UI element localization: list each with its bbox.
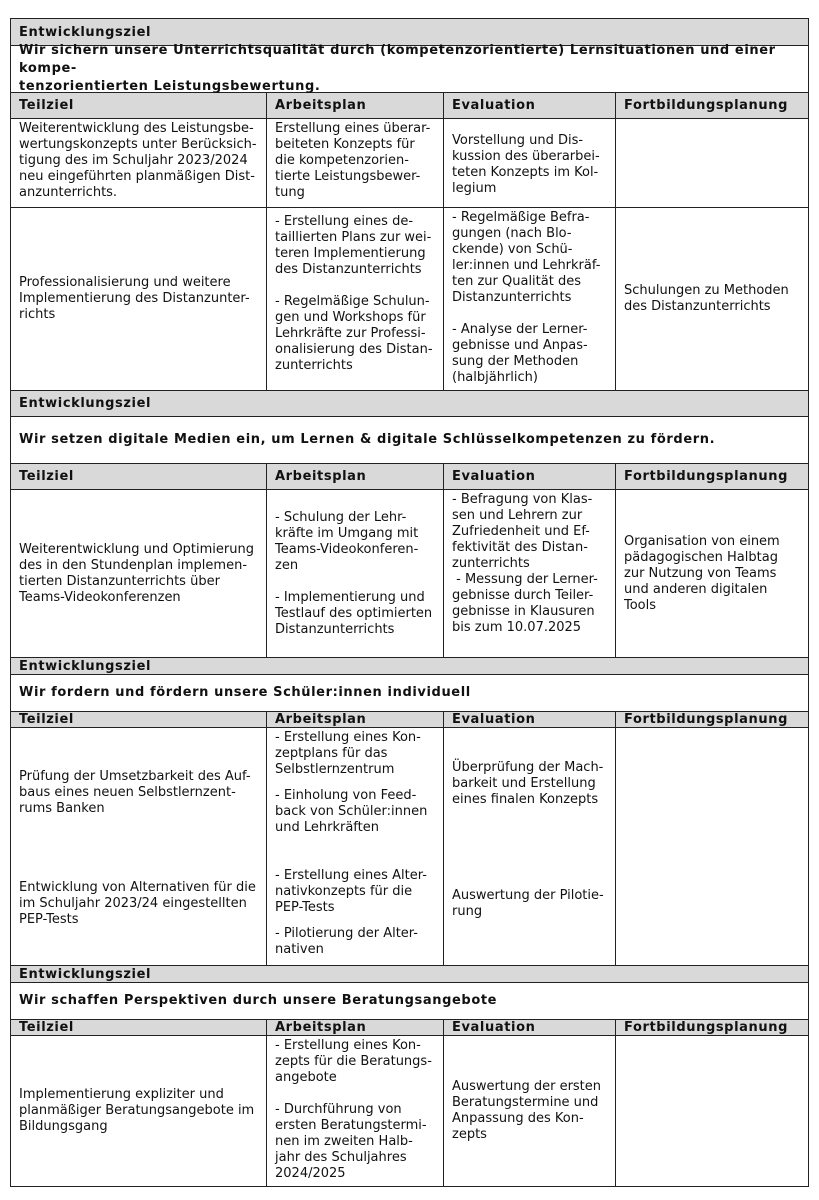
- cell-line: Implementierung des Distanzunter-: [19, 291, 250, 306]
- goal-label: Entwicklungsziel: [11, 19, 808, 46]
- cell-line: tigung des im Schuljahr 2023/2024: [19, 153, 248, 168]
- cell-line: zeptplans für das: [275, 746, 388, 761]
- table-row: [11, 490, 808, 657]
- cell-line: zen: [275, 557, 299, 573]
- cell-line: rums Banken: [19, 801, 105, 816]
- cell-line: kussion des überarbei-: [452, 149, 600, 164]
- cell-line: PEP-Tests: [275, 900, 335, 915]
- cell-line: zur Nutzung von Teams: [624, 565, 777, 581]
- cell-line: beiteten Konzepts für: [275, 137, 415, 152]
- cell-line: Erstellung eines überar-: [275, 121, 431, 136]
- cell-line: des Distanzunterrichts: [624, 299, 771, 314]
- evaluation-cell: [444, 1036, 616, 1186]
- cell-line: bis zum 10.07.2025: [452, 620, 582, 635]
- evaluation-cell: [444, 490, 616, 657]
- cell-line: onalisierung des Distan-: [275, 342, 433, 357]
- column-header-fortbildungsplanung: Fortbildungsplanung: [624, 1020, 788, 1035]
- cell-line: Auswertung der ersten: [452, 1079, 602, 1094]
- column-header-arbeitsplan: Arbeitsplan: [267, 464, 444, 489]
- cell-line: tierten Distanzunterrichts über: [19, 573, 220, 589]
- cell-line: Entwicklung von Alternativen für die: [19, 880, 256, 895]
- cell-line: Teams-Videokonferenzen: [19, 589, 181, 605]
- column-header-row: [11, 1020, 808, 1036]
- cell-line: fektivität des Distan-: [452, 540, 588, 555]
- cell-line: im Schuljahr 2023/24 eingestellten: [19, 896, 247, 911]
- cell-line: Anpassung des Kon-: [452, 1111, 584, 1126]
- development-goals-document: [10, 18, 809, 1187]
- column-header-teilziel: Teilziel: [11, 1020, 267, 1035]
- arbeitsplan-item: [275, 868, 435, 916]
- cell-line: - Einholung von Feed-: [275, 788, 417, 803]
- evaluation-item: [452, 322, 607, 386]
- cell-line: 2024/2025: [275, 1166, 346, 1181]
- cell-line: Distanzunterrichts: [452, 290, 572, 305]
- cell-line: Beratungstermine und: [452, 1095, 599, 1110]
- cell-line: tung: [275, 185, 305, 200]
- column-header-evaluation: Evaluation: [444, 1020, 616, 1035]
- cell-line: - Erstellung eines Kon-: [275, 1038, 421, 1053]
- arbeitsplan-item: [275, 788, 435, 836]
- goal-statement-line: tenzorientierten Leistungsbewertung.: [19, 79, 321, 94]
- column-header-fortbildungsplanung: Fortbildungsplanung: [624, 98, 788, 113]
- cell-line: Weiterentwicklung des Leistungsbe-: [19, 121, 254, 136]
- fortbildung-cell: [616, 1036, 808, 1186]
- goal-label: Entwicklungsziel: [11, 391, 808, 417]
- column-header-evaluation: Evaluation: [444, 464, 616, 489]
- cell-line: neu eingeführten planmäßigen Dist-: [19, 169, 255, 184]
- goal-statement: Wir setzen digitale Medien ein, um Lernen & digitale Schlüsselkompetenzen zu fördern.: [11, 417, 808, 464]
- cell-line: - Analyse der Lerner-: [452, 322, 588, 337]
- teilziel-cell: [11, 728, 267, 965]
- cell-line: sen und Lehrern zur: [452, 508, 583, 523]
- cell-line: - Erstellung eines Kon-: [275, 730, 421, 745]
- column-header-fortbildungsplanung: Fortbildungsplanung: [624, 469, 788, 484]
- table-row: [11, 208, 808, 390]
- fortbildung-cell: [616, 119, 808, 207]
- cell-line: ckende) von Schü-: [452, 242, 573, 257]
- cell-line: nativkonzepts für die: [275, 884, 413, 899]
- cell-line: - Implementierung und: [275, 589, 425, 605]
- cell-line: - Regelmäßige Befra-: [452, 210, 590, 225]
- goal-section-3: [10, 657, 809, 965]
- cell-line: eines finalen Konzepts: [452, 792, 599, 807]
- arbeitsplan-item: [275, 294, 435, 374]
- goal-statement-line: Wir sichern unsere Unterrichtsqualität durch (kompetenzorientierte) Lernsituationen und einer kompe-: [19, 43, 776, 76]
- cell-line: zepts: [452, 1127, 487, 1142]
- column-header-row: [11, 712, 808, 728]
- goal-section-4: [10, 965, 809, 1187]
- column-header-teilziel: Teilziel: [11, 93, 267, 118]
- cell-line: - Messung der Lerner-: [452, 572, 598, 587]
- cell-line: kräfte im Umgang mit: [275, 525, 419, 541]
- cell-line: baus eines neuen Selbstlernzent-: [19, 785, 236, 800]
- cell-line: wertungskonzepts unter Berücksich-: [19, 137, 257, 152]
- goal-statement: [11, 43, 808, 94]
- column-header-row: [11, 464, 808, 490]
- teilziel-item: [19, 769, 258, 817]
- cell-line: die kompetenzorien-: [275, 153, 409, 168]
- goal-section-1: [10, 18, 809, 390]
- cell-line: gungen (nach Blo-: [452, 226, 572, 241]
- cell-line: (halbjährlich): [452, 370, 538, 385]
- teilziel-cell: [11, 208, 267, 390]
- cell-line: Implementierung expliziter und: [19, 1087, 224, 1102]
- cell-line: Testlauf des optimierten: [275, 605, 433, 621]
- cell-line: Teams-Videokonferen-: [275, 541, 419, 557]
- table-row: [11, 728, 808, 965]
- goal-label: Entwicklungsziel: [11, 966, 808, 983]
- evaluation-cell: [444, 119, 616, 207]
- goal-statement: Wir schaffen Perspektiven durch unsere Beratungsangebote: [11, 983, 808, 1020]
- cell-line: gebnisse in Klausuren: [452, 604, 595, 619]
- column-header-row: [11, 93, 808, 119]
- arbeitsplan-item: [275, 214, 435, 278]
- teilziel-item: [19, 880, 258, 928]
- column-header-arbeitsplan: Arbeitsplan: [267, 712, 444, 727]
- evaluation-cell: [444, 728, 616, 965]
- table-row: [11, 119, 808, 208]
- arbeitsplan-cell: [267, 1036, 444, 1186]
- cell-line: barkeit und Erstellung: [452, 776, 596, 791]
- cell-line: - Erstellung eines Alter-: [275, 868, 427, 883]
- teilziel-cell: [11, 490, 267, 657]
- cell-line: Lehrkräfte zur Professi-: [275, 326, 426, 341]
- arbeitsplan-cell: [267, 119, 444, 207]
- evaluation-item: [452, 888, 607, 920]
- arbeitsplan-item: [275, 1038, 435, 1086]
- column-header-evaluation: Evaluation: [444, 93, 616, 118]
- cell-line: ler:innen und Lehrkräf-: [452, 258, 601, 273]
- fortbildung-cell: [616, 728, 808, 965]
- cell-line: Zufriedenheit und Ef-: [452, 524, 590, 539]
- cell-line: taillierten Plans zur wei-: [275, 230, 432, 245]
- arbeitsplan-cell: [267, 208, 444, 390]
- cell-line: des Distanzunterrichts: [275, 262, 422, 277]
- cell-line: legium: [452, 181, 497, 196]
- cell-line: nen im zweiten Halb-: [275, 1134, 413, 1149]
- column-header-teilziel: Teilziel: [11, 464, 267, 489]
- column-header-teilziel: Teilziel: [11, 712, 267, 727]
- evaluation-cell: [444, 208, 616, 390]
- cell-line: Vorstellung und Dis-: [452, 133, 584, 148]
- arbeitsplan-item: [275, 730, 435, 778]
- cell-line: rung: [452, 904, 483, 919]
- cell-line: planmäßiger Beratungsangebote im: [19, 1103, 255, 1118]
- cell-line: richts: [19, 307, 56, 322]
- cell-line: und Lehrkräften: [275, 820, 379, 835]
- cell-line: sung der Methoden: [452, 354, 579, 369]
- cell-line: - Befragung von Klas-: [452, 492, 593, 507]
- cell-line: - Durchführung von: [275, 1102, 402, 1117]
- cell-line: zunterrichts: [275, 358, 353, 373]
- goal-section-2: [10, 390, 809, 657]
- cell-line: - Schulung der Lehr-: [275, 509, 407, 525]
- arbeitsplan-item: [275, 1102, 435, 1182]
- cell-line: back von Schüler:innen: [275, 804, 428, 819]
- cell-line: PEP-Tests: [19, 912, 79, 927]
- cell-line: nativen: [275, 942, 324, 957]
- teilziel-cell: [11, 119, 267, 207]
- arbeitsplan-cell: [267, 728, 444, 965]
- cell-line: Überprüfung der Mach-: [452, 760, 604, 775]
- cell-line: und anderen digitalen: [624, 581, 768, 597]
- column-header-arbeitsplan: Arbeitsplan: [267, 1020, 444, 1035]
- table-row: [11, 1036, 808, 1186]
- fortbildung-cell: [616, 208, 808, 390]
- column-header-fortbildungsplanung: Fortbildungsplanung: [624, 712, 788, 727]
- cell-line: gen und Workshops für: [275, 310, 426, 325]
- cell-line: teten Konzepts im Kol-: [452, 165, 599, 180]
- cell-line: Tools: [624, 597, 657, 613]
- teilziel-cell: [11, 1036, 267, 1186]
- cell-line: Professionalisierung und weitere: [19, 275, 231, 290]
- cell-line: pädagogischen Halbtag: [624, 549, 778, 565]
- evaluation-item: [452, 210, 607, 306]
- goal-label: Entwicklungsziel: [11, 658, 808, 675]
- cell-line: Organisation von einem: [624, 533, 780, 549]
- cell-line: jahr des Schuljahres: [275, 1150, 407, 1165]
- cell-line: Auswertung der Pilotie-: [452, 888, 604, 903]
- cell-line: Schulungen zu Methoden: [624, 283, 789, 298]
- arbeitsplan-cell: [267, 490, 444, 657]
- evaluation-item: [452, 760, 607, 808]
- cell-line: ersten Beratungstermi-: [275, 1118, 427, 1133]
- fortbildung-cell: [616, 490, 808, 657]
- arbeitsplan-item: [275, 510, 435, 574]
- cell-line: anzunterrichts.: [19, 185, 118, 200]
- cell-line: - Pilotierung der Alter-: [275, 926, 418, 941]
- arbeitsplan-item: [275, 926, 435, 958]
- column-header-evaluation: Evaluation: [444, 712, 616, 727]
- column-header-arbeitsplan: Arbeitsplan: [267, 93, 444, 118]
- cell-line: zunterrichts: [452, 556, 530, 571]
- cell-line: tierte Leistungsbewer-: [275, 169, 421, 184]
- cell-line: des in den Stundenplan implemen-: [19, 557, 248, 573]
- cell-line: Distanzunterrichts: [275, 621, 395, 637]
- cell-line: gebnisse und Anpas-: [452, 338, 588, 353]
- cell-line: angebote: [275, 1070, 337, 1085]
- arbeitsplan-item: [275, 590, 435, 638]
- cell-line: gebnisse durch Teiler-: [452, 588, 594, 603]
- cell-line: zepts für die Beratungs-: [275, 1054, 432, 1069]
- cell-line: - Regelmäßige Schulun-: [275, 294, 430, 309]
- cell-line: - Erstellung eines de-: [275, 214, 414, 229]
- cell-line: teren Implementierung: [275, 246, 426, 261]
- goal-statement: Wir fordern und fördern unsere Schüler:innen individuell: [11, 675, 808, 712]
- cell-line: Prüfung der Umsetzbarkeit des Auf-: [19, 769, 251, 784]
- cell-line: ten zur Qualität des: [452, 274, 581, 289]
- cell-line: Weiterentwicklung und Optimierung: [19, 541, 254, 557]
- cell-line: Selbstlernzentrum: [275, 762, 395, 777]
- cell-line: Bildungsgang: [19, 1119, 108, 1134]
